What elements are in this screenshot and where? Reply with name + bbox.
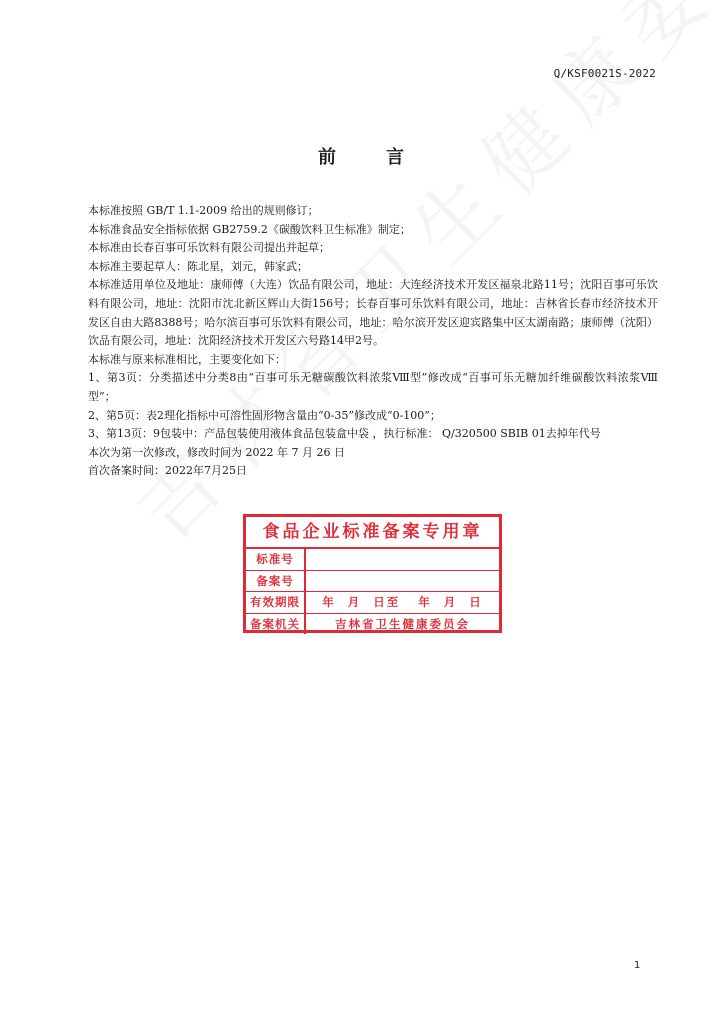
page-title [0,143,724,169]
paragraph-change-2: 2、第5页：表2理化指标中可溶性固形物含量由“0-35”修改成“0-100”； [88,408,441,422]
stamp-row-filing-no [246,571,499,593]
paragraph-revision-rules: 本标准按照 GB/T 1.1-2009 给出的规则修订； [88,204,319,217]
title-char-2: 言 [386,147,406,168]
stamp-value: 吉林省卫生健康委员会 [335,616,470,631]
stamp-value: 年 月 日至 年 月 日 [322,595,483,609]
stamp-row-standard-no [246,549,499,571]
paragraph-change-1: 1、第3页：分类描述中分类8由“百事可乐无糖碳酸饮料浓浆Ⅷ型”修改成“百事可乐无糖加纤维碳酸饮料浓浆Ⅷ型”； [88,371,658,403]
stamp-title: 食品企业标准备案专用章 [246,517,499,549]
stamp-value [306,549,499,570]
paragraph-drafters: 本标准主要起草人：陈北星，刘元，韩家武； [88,259,308,273]
stamp-key: 标准号 [246,549,306,570]
paragraph-applicable-units: 本标准适用单位及地址：康师傅（大连）饮品有限公司，地址：大连经济技术开发区福泉北路11号；沈阳百事可乐饮料有限公司，地址：沈阳市沈北新区辉山大街156号；长春百事可乐饮料有限公司，地址：吉林省长春市经济技术开发区自由大路8388号；哈尔滨百事可乐饮料有限公司，地址：哈尔滨开发区迎宾路集中区太湖南路；康师傅（沈阳）饮品有限公司，地址：沈阳经济技术开发区六号路14甲2号。 [88,278,658,348]
paragraph-first-filing: 首次备案时间：2022年7月25日 [88,464,247,478]
paragraph-safety-basis: 本标准食品安全指标依据 GB2759.2《碳酸饮料卫生标准》制定； [88,222,411,236]
paragraph-changes-intro: 本标准与原来标准相比，主要变化如下： [88,352,286,366]
stamp-key: 备案号 [246,571,306,592]
foreword-body [88,202,658,481]
paragraph-proposer: 本标准由长春百事可乐饮料有限公司提出并起草； [88,241,330,255]
stamp-key: 备案机关 [246,614,306,635]
title-char-1: 前 [318,147,338,168]
page-number: 1 [634,960,641,971]
stamp-row-authority [246,614,499,635]
stamp-key: 有效期限 [246,592,306,613]
standard-code: Q/KSF0021S-2022 [553,67,656,80]
stamp-row-validity [246,592,499,614]
paragraph-revision-date: 本次为第一次修改，修改时间为 2022 年 7 月 26 日 [88,445,345,459]
filing-stamp [243,514,502,633]
stamp-value [306,571,499,592]
paragraph-change-3: 3、第13页：9包装中：产品包装使用液体食品包装盒中袋 ，执行标准： Q/320500 SBIB 01去掉年代号 [88,427,601,441]
